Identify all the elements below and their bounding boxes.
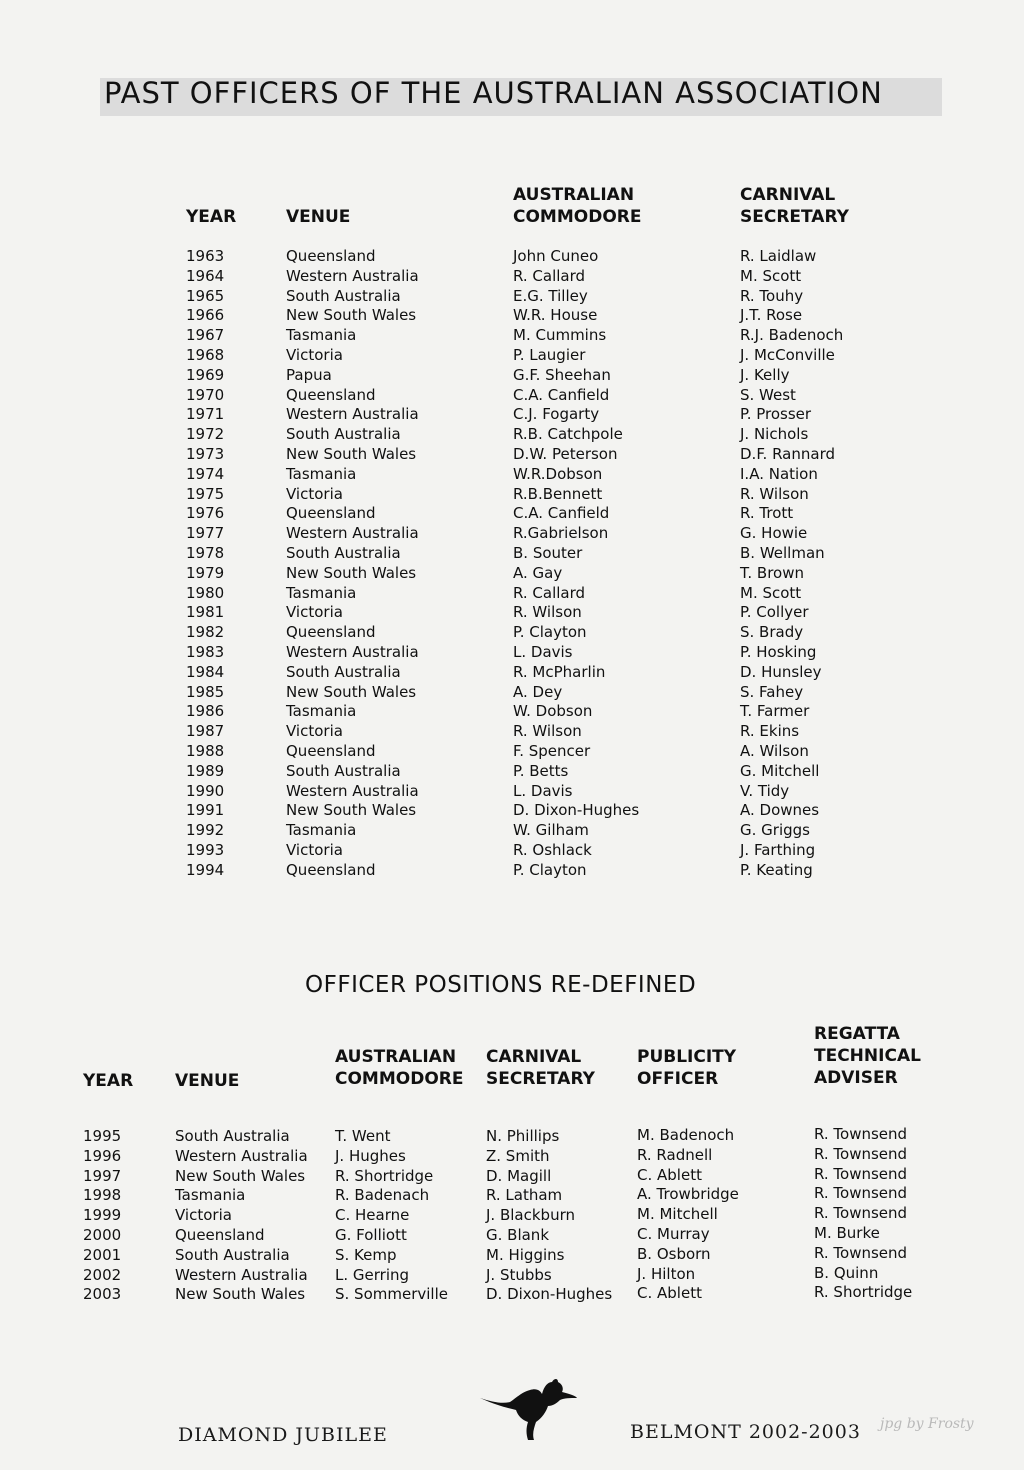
t1-header-venue: VENUE [286,207,351,227]
t1-secretary-cell: R.J. Badenoch [740,326,844,345]
t2-year-cell: 1998 [83,1186,122,1205]
t2-commodore-column [335,1127,448,1305]
t2-secretary-cell: D. Dixon-Hughes [486,1285,613,1304]
t1-secretary-cell: T. Brown [740,563,804,582]
t1-year-cell: 1966 [186,306,225,325]
t1-year-cell: 1970 [186,385,225,404]
t1-year-cell: 1986 [186,702,225,721]
t1-commodore-cell: R.B. Catchpole [513,425,623,444]
t1-secretary-cell: B. Wellman [740,543,825,562]
section-subtitle: OFFICER POSITIONS RE-DEFINED [305,972,697,998]
t1-year-cell: 1964 [186,266,225,285]
t2-publicity-column [637,1126,739,1304]
t1-year-cell: 1963 [186,247,225,265]
t1-venue-cell: Tasmania [286,326,357,345]
t2-year-cell: 1997 [83,1166,122,1185]
t2-header-secretary-1: CARNIVAL [486,1047,582,1067]
t2-year-cell: 2003 [83,1285,122,1304]
t2-year-cell: 2002 [83,1265,122,1284]
t1-secretary-cell: S. Brady [740,623,804,642]
t1-venue-cell: South Australia [286,286,401,305]
t1-commodore-cell: D. Dixon-Hughes [513,801,640,820]
t2-commodore-cell: R. Shortridge [335,1166,434,1185]
t1-commodore-cell: G.F. Sheehan [513,365,611,384]
t2-venue-cell: Tasmania [175,1186,246,1205]
t1-secretary-cell: P. Hosking [740,642,817,661]
t1-header-commodore-2: COMMODORE [513,207,642,227]
t1-venue-cell: South Australia [286,662,401,681]
t2-header-commodore-2: COMMODORE [335,1069,464,1089]
t1-year-column [186,247,224,881]
t2-adviser-cell: M. Burke [814,1223,880,1242]
t1-venue-cell: Queensland [286,504,376,523]
t1-venue-cell: Victoria [286,345,343,364]
t1-secretary-cell: G. Griggs [740,821,810,840]
t2-publicity-cell: B. Osborn [637,1244,711,1263]
t2-venue-cell: New South Wales [175,1166,306,1185]
t2-header-year: YEAR [83,1071,134,1091]
t1-commodore-cell: P. Clayton [513,623,587,642]
t1-venue-cell: Papua [286,365,332,384]
t1-secretary-cell: I.A. Nation [740,464,818,483]
t2-venue-column [175,1127,308,1305]
t1-year-cell: 1971 [186,405,225,424]
t2-year-cell: 1995 [83,1127,122,1145]
t1-commodore-cell: D.W. Peterson [513,444,618,463]
t2-adviser-cell: R. Townsend [814,1243,908,1262]
t2-year-column [83,1127,121,1305]
kangaroo-icon [478,1376,578,1442]
t1-year-cell: 1979 [186,563,225,582]
t1-secretary-cell: J. Kelly [740,365,790,384]
t1-venue-cell: Western Australia [286,405,419,424]
t1-secretary-cell: A. Downes [740,801,820,820]
t1-year-cell: 1974 [186,464,225,483]
t2-secretary-cell: Z. Smith [486,1146,550,1165]
t1-year-cell: 1991 [186,801,225,820]
t1-venue-cell: Queensland [286,741,376,760]
t1-year-cell: 1975 [186,484,225,503]
t1-venue-cell: Victoria [286,840,343,859]
t1-commodore-cell: C.J. Fogarty [513,405,600,424]
t1-secretary-cell: D.F. Rannard [740,444,835,463]
t2-header-adviser-1: REGATTA [814,1024,900,1044]
t1-secretary-cell: J. McConville [740,345,835,364]
t1-venue-cell: Western Australia [286,266,419,285]
t1-venue-cell: Victoria [286,603,343,622]
t2-publicity-cell: M. Badenoch [637,1126,735,1144]
t1-year-cell: 1993 [186,840,225,859]
t1-secretary-cell: J.T. Rose [740,306,803,325]
t2-commodore-cell: L. Gerring [335,1265,410,1284]
t1-venue-cell: South Australia [286,543,401,562]
t2-commodore-cell: C. Hearne [335,1206,410,1225]
t1-secretary-cell: G. Howie [740,524,808,543]
t1-venue-cell: Western Australia [286,781,419,800]
t2-header-venue: VENUE [175,1071,240,1091]
t1-year-cell: 1989 [186,761,225,780]
t1-year-cell: 1994 [186,860,225,879]
t2-publicity-cell: M. Mitchell [637,1205,718,1224]
t1-secretary-cell: P. Keating [740,860,813,879]
t1-commodore-cell: W.R.Dobson [513,464,603,483]
t2-year-cell: 1999 [83,1206,122,1225]
t1-header-commodore-1: AUSTRALIAN [513,185,635,205]
t2-header-adviser-3: ADVISER [814,1068,898,1088]
t1-year-cell: 1990 [186,781,225,800]
t2-publicity-cell: C. Ablett [637,1165,702,1184]
t1-commodore-cell: M. Cummins [513,326,607,345]
t1-year-cell: 1987 [186,722,225,741]
t2-venue-cell: South Australia [175,1245,290,1264]
t1-secretary-column [740,247,843,881]
t1-commodore-cell: R. Wilson [513,603,582,622]
t2-publicity-cell: R. Radnell [637,1145,713,1164]
t2-commodore-cell: J. Hughes [335,1146,406,1165]
t1-secretary-cell: P. Collyer [740,603,809,622]
page-title: PAST OFFICERS OF THE AUSTRALIAN ASSOCIATION [104,76,883,110]
t1-commodore-column [513,247,639,881]
t1-venue-cell: New South Wales [286,444,417,463]
t2-commodore-cell: S. Sommerville [335,1285,448,1304]
t1-venue-cell: New South Wales [286,801,417,820]
t2-secretary-cell: J. Stubbs [486,1265,552,1284]
t2-publicity-cell: C. Ablett [637,1284,702,1303]
t1-commodore-cell: A. Dey [513,682,563,701]
t1-commodore-cell: W.R. House [513,306,598,325]
t1-secretary-cell: M. Scott [740,266,802,285]
t2-publicity-cell: J. Hilton [637,1264,696,1283]
t1-year-cell: 1985 [186,682,225,701]
t1-year-cell: 1984 [186,662,225,681]
credit-watermark: jpg by Frosty [880,1416,974,1432]
t1-year-cell: 1967 [186,326,225,345]
t1-year-cell: 1968 [186,345,225,364]
t1-secretary-cell: R. Wilson [740,484,809,503]
t1-year-cell: 1973 [186,444,225,463]
t1-year-cell: 1969 [186,365,225,384]
t2-secretary-cell: N. Phillips [486,1127,560,1145]
t2-year-cell: 1996 [83,1146,122,1165]
t2-adviser-cell: R. Townsend [814,1144,908,1163]
footer-left: DIAMOND JUBILEE [178,1424,388,1446]
t1-secretary-cell: R. Trott [740,504,794,523]
t1-year-cell: 1988 [186,741,225,760]
t1-venue-cell: Tasmania [286,821,357,840]
t1-commodore-cell: A. Gay [513,563,563,582]
t2-venue-cell: New South Wales [175,1285,306,1304]
t2-secretary-cell: G. Blank [486,1225,550,1244]
t2-year-cell: 2001 [83,1245,122,1264]
t1-secretary-cell: P. Prosser [740,405,812,424]
t1-commodore-cell: P. Clayton [513,860,587,879]
t2-secretary-cell: R. Latham [486,1186,563,1205]
t1-venue-cell: Tasmania [286,583,357,602]
t1-commodore-cell: John Cuneo [513,247,599,265]
t1-year-cell: 1978 [186,543,225,562]
t1-secretary-cell: T. Farmer [740,702,810,721]
t1-header-secretary-2: SECRETARY [740,207,849,227]
t1-commodore-cell: R. Callard [513,583,586,602]
t2-adviser-cell: R. Townsend [814,1164,908,1183]
t2-header-adviser-2: TECHNICAL [814,1046,921,1066]
t1-secretary-cell: S. West [740,385,796,404]
t1-secretary-cell: J. Nichols [740,425,809,444]
t1-venue-cell: New South Wales [286,563,417,582]
t2-header-publicity-1: PUBLICITY [637,1047,737,1067]
t1-venue-cell: Victoria [286,484,343,503]
t1-header-secretary-1: CARNIVAL [740,185,836,205]
t2-header-commodore-1: AUSTRALIAN [335,1047,457,1067]
t1-secretary-cell: R. Laidlaw [740,247,817,265]
t1-year-cell: 1965 [186,286,225,305]
t1-venue-cell: Western Australia [286,642,419,661]
t2-adviser-cell: R. Townsend [814,1125,908,1143]
t2-year-cell: 2000 [83,1225,122,1244]
t1-secretary-cell: G. Mitchell [740,761,820,780]
t1-venue-cell: Tasmania [286,702,357,721]
t2-publicity-cell: A. Trowbridge [637,1185,739,1204]
t1-commodore-cell: C.A. Canfield [513,385,610,404]
t2-commodore-cell: R. Badenach [335,1186,430,1205]
t1-venue-cell: Victoria [286,722,343,741]
t1-commodore-cell: R.B.Bennett [513,484,603,503]
t1-year-cell: 1977 [186,524,225,543]
t1-venue-cell: Queensland [286,385,376,404]
t1-secretary-cell: J. Farthing [740,840,816,859]
t2-secretary-cell: M. Higgins [486,1245,565,1264]
t1-commodore-cell: R. Callard [513,266,586,285]
t1-venue-cell: Tasmania [286,464,357,483]
t1-secretary-cell: D. Hunsley [740,662,822,681]
t1-year-cell: 1980 [186,583,225,602]
t1-commodore-cell: C.A. Canfield [513,504,610,523]
t1-secretary-cell: M. Scott [740,583,802,602]
t2-header-secretary-2: SECRETARY [486,1069,595,1089]
footer-right: BELMONT 2002-2003 [630,1421,861,1443]
t1-commodore-cell: R. Oshlack [513,840,592,859]
t1-secretary-cell: S. Fahey [740,682,804,701]
t2-venue-cell: Western Australia [175,1146,308,1165]
t1-venue-cell: Queensland [286,623,376,642]
t1-commodore-cell: W. Gilham [513,821,589,840]
t1-year-cell: 1981 [186,603,225,622]
t2-commodore-cell: S. Kemp [335,1245,397,1264]
t1-year-cell: 1976 [186,504,225,523]
t1-commodore-cell: R. McPharlin [513,662,606,681]
t1-commodore-cell: R.Gabrielson [513,524,609,543]
t1-venue-cell: South Australia [286,761,401,780]
t1-commodore-cell: W. Dobson [513,702,593,721]
t1-secretary-cell: R. Touhy [740,286,804,305]
t2-venue-cell: South Australia [175,1127,290,1145]
t1-venue-cell: New South Wales [286,682,417,701]
t1-secretary-cell: A. Wilson [740,741,809,760]
t1-year-cell: 1992 [186,821,225,840]
t2-secretary-column [486,1127,612,1305]
t2-adviser-column [814,1125,912,1303]
t1-year-cell: 1982 [186,623,225,642]
t1-venue-cell: Queensland [286,247,376,265]
t1-venue-cell: New South Wales [286,306,417,325]
t2-venue-cell: Queensland [175,1225,265,1244]
t1-venue-column [286,247,419,881]
t2-header-publicity-2: OFFICER [637,1069,719,1089]
t2-publicity-cell: C. Murray [637,1224,710,1243]
t2-adviser-cell: R. Shortridge [814,1283,913,1302]
t2-adviser-cell: R. Townsend [814,1204,908,1223]
t1-commodore-cell: L. Davis [513,642,573,661]
t1-commodore-cell: P. Laugier [513,345,586,364]
t2-venue-cell: Western Australia [175,1265,308,1284]
t2-secretary-cell: D. Magill [486,1166,552,1185]
t2-commodore-cell: G. Folliott [335,1225,407,1244]
t2-adviser-cell: R. Townsend [814,1184,908,1203]
t1-commodore-cell: P. Betts [513,761,569,780]
t1-commodore-cell: B. Souter [513,543,583,562]
t1-venue-cell: Queensland [286,860,376,879]
t1-venue-cell: Western Australia [286,524,419,543]
t1-commodore-cell: E.G. Tilley [513,286,588,305]
t2-adviser-cell: B. Quinn [814,1263,879,1282]
t2-venue-cell: Victoria [175,1206,232,1225]
t1-commodore-cell: R. Wilson [513,722,582,741]
t1-year-cell: 1972 [186,425,225,444]
t2-secretary-cell: J. Blackburn [486,1206,575,1225]
t1-secretary-cell: V. Tidy [740,781,790,800]
t1-year-cell: 1983 [186,642,225,661]
t1-commodore-cell: F. Spencer [513,741,591,760]
t1-secretary-cell: R. Ekins [740,722,800,741]
t1-header-year: YEAR [186,207,237,227]
t2-commodore-cell: T. Went [335,1127,391,1145]
t1-commodore-cell: L. Davis [513,781,573,800]
t1-venue-cell: South Australia [286,425,401,444]
